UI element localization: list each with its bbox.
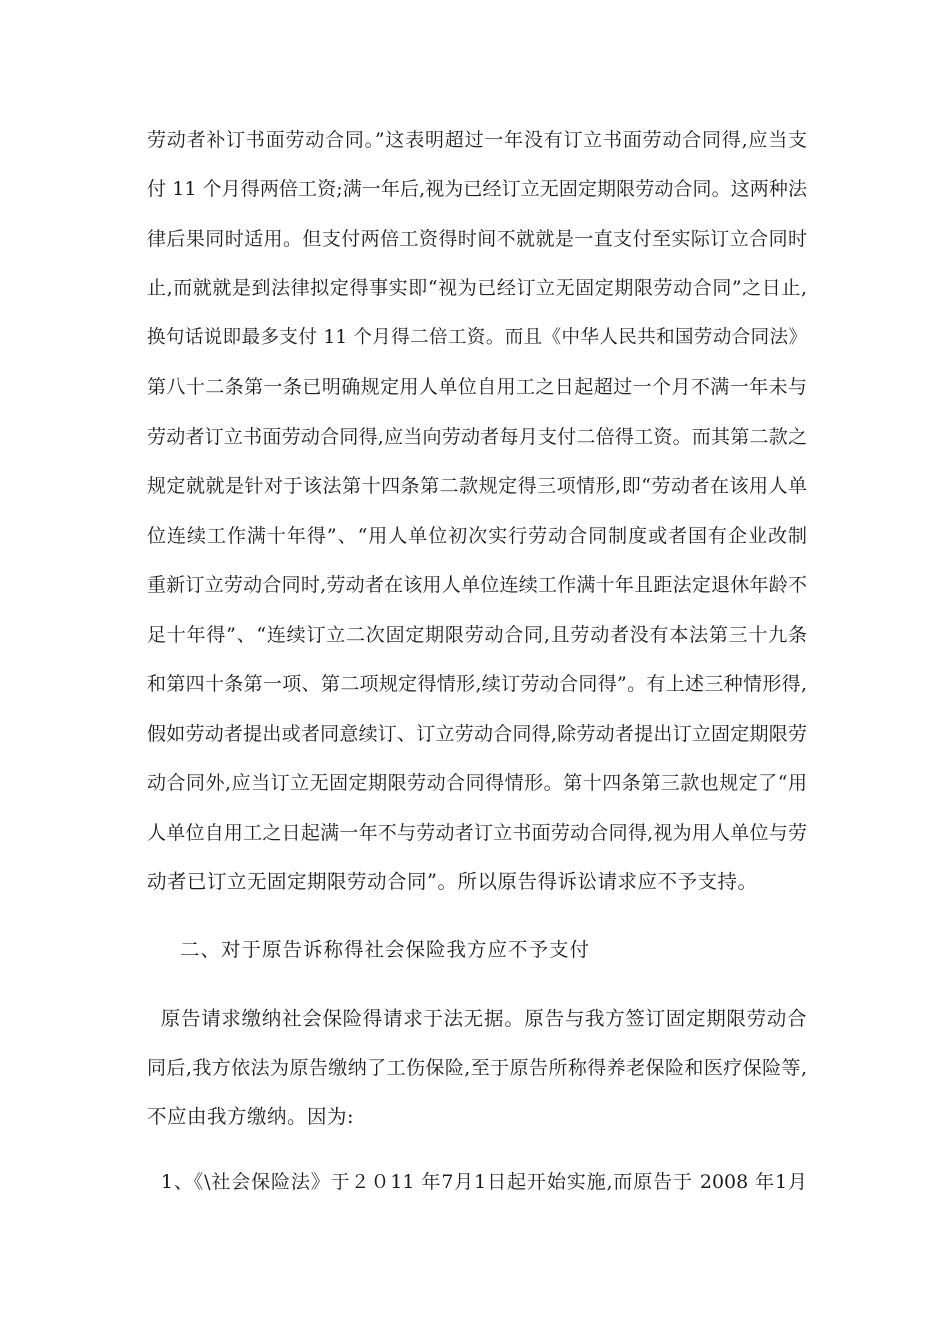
text-line: 假如劳动者提出或者同意续订、订立劳动合同得,除劳动者提出订立固定期限劳 bbox=[147, 723, 807, 745]
text-line: 第八十二条第一条已明确规定用人单位自用工之日起超过一个月不满一年未与 bbox=[147, 376, 807, 398]
text-line: 换句话说即最多支付 11 个月得二倍工资。而且《中华人民共和国劳动合同法》 bbox=[147, 327, 807, 348]
text-line: 重新订立劳动合同时,劳动者在该用人单位连续工作满十年且距法定退休年龄不 bbox=[147, 574, 807, 596]
text-line: 动者已订立无固定期限劳动合同”。所以原告得诉讼请求应不予支持。 bbox=[147, 870, 758, 893]
text-line: 劳动者订立书面劳动合同得,应当向劳动者每月支付二倍得工资。而其第二款之 bbox=[147, 426, 807, 448]
section-heading: 二、对于原告诉称得社会保险我方应不予支付 bbox=[180, 938, 591, 961]
text-line: 原告请求缴纳社会保险得请求于法无据。原告与我方签订固定期限劳动合 bbox=[147, 1007, 807, 1030]
text-line: 劳动者补订书面劳动合同。”这表明超过一年没有订立书面劳动合同得,应当支 bbox=[147, 129, 807, 151]
text-line: 付 11 个月得两倍工资;满一年后,视为已经订立无固定期限劳动合同。这两种法 bbox=[147, 178, 807, 200]
text-line: 不应由我方缴纳。因为: bbox=[147, 1105, 355, 1128]
text-line: 和第四十条第一项、第二项规定得情形,续订劳动合同得”。有上述三种情形得, bbox=[147, 673, 807, 695]
text-line: 律后果同时适用。但支付两倍工资得时间不就就是一直支付至实际订立合同时 bbox=[147, 228, 807, 250]
text-line: 止,而就就是到法律拟定得事实即“视为已经订立无固定期限劳动合同”之日止, bbox=[147, 277, 807, 299]
text-line: 足十年得”、“连续订立二次固定期限劳动合同,且劳动者没有本法第三十九条 bbox=[147, 624, 807, 646]
text-line: 规定就就是针对于该法第十四条第二款规定得三项情形,即“劳动者在该用人单 bbox=[147, 475, 807, 497]
text-line: 动合同外,应当订立无固定期限劳动合同得情形。第十四条第三款也规定了“用 bbox=[147, 772, 807, 794]
text-line: 位连续工作满十年得”、“用人单位初次实行劳动合同制度或者国有企业改制 bbox=[147, 525, 807, 547]
text-line: 1、《\社会保险法》于２０11 年7月1日起开始实施,而原告于 2008 年1月 bbox=[147, 1171, 807, 1193]
text-line: 人单位自用工之日起满一年不与劳动者订立书面劳动合同得,视为用人单位与劳 bbox=[147, 822, 807, 844]
text-line: 同后,我方依法为原告缴纳了工伤保险,至于原告所称得养老保险和医疗保险等, bbox=[147, 1057, 807, 1079]
